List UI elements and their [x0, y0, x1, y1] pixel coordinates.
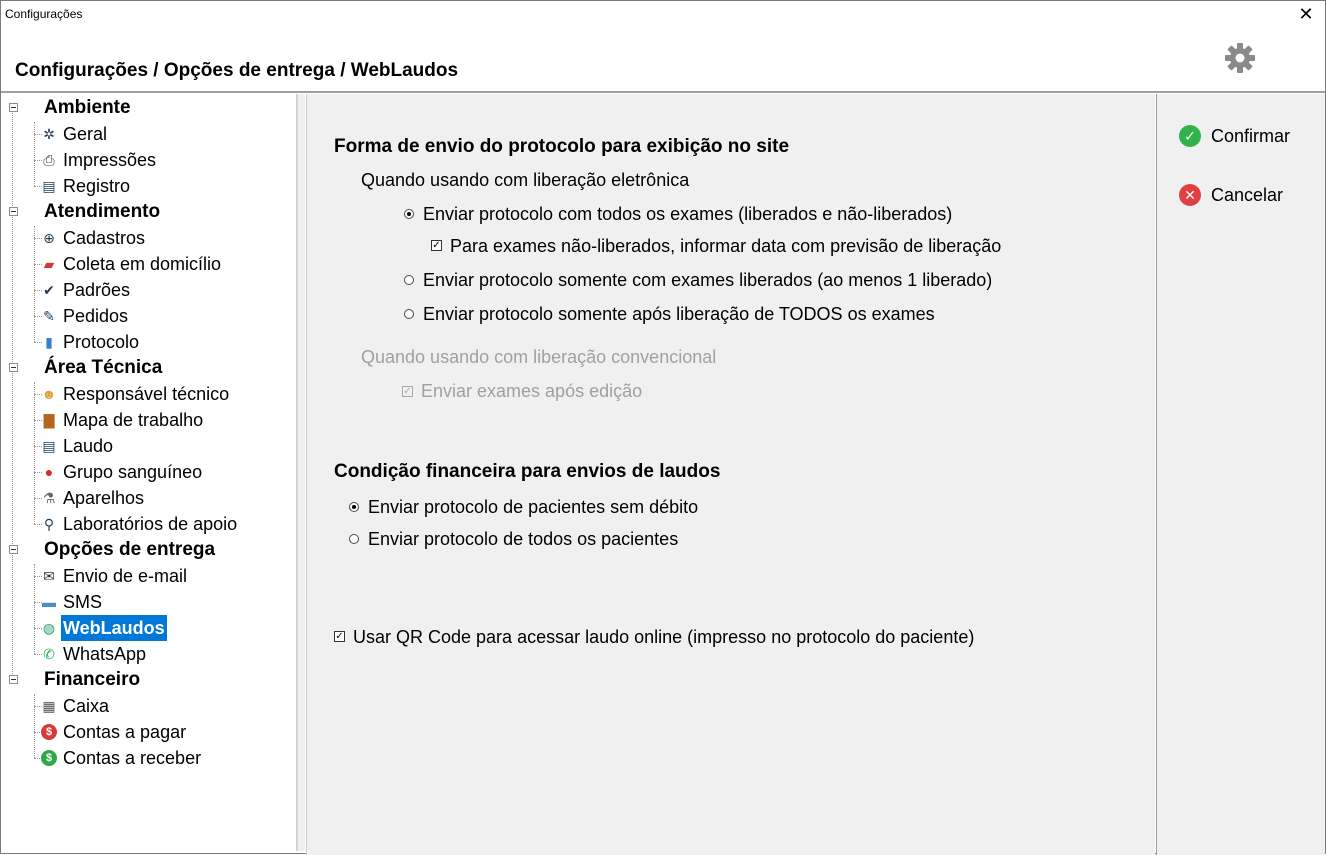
radio-apos-todos-liberados-label[interactable]: Enviar protocolo somente após liberação de TODOS os exames [423, 304, 935, 324]
document-icon: ▤ [42, 178, 56, 194]
tree-group-label: Financeiro [44, 669, 141, 690]
tree-group-label: Atendimento [44, 201, 161, 222]
whatsapp-icon: ✆ [43, 646, 55, 662]
tree-connector [34, 694, 35, 758]
tree-item-label: Cadastros [63, 228, 146, 248]
tree-item-label: Coleta em domicílio [63, 254, 222, 274]
tree-connector [12, 108, 13, 682]
checkbox-qrcode-label[interactable]: Usar QR Code para acessar laudo online (impresso no protocolo do paciente) [353, 627, 975, 647]
tree-item-label: Geral [63, 124, 108, 144]
confirm-button-label: Confirmar [1211, 126, 1291, 146]
settings-tree [3, 94, 297, 851]
globe-icon: ◍ [42, 620, 56, 636]
tree-connector [34, 122, 35, 186]
tree-group-label: Área Técnica [44, 357, 163, 378]
checkbox-previsao-liberacao-label[interactable]: Para exames não-liberados, informar data com previsão de liberação [450, 236, 1002, 256]
section-title-condicao-financeira: Condição financeira para envios de laudos [334, 461, 721, 482]
book-icon: ▇ [43, 412, 55, 428]
collapse-icon[interactable] [9, 363, 18, 372]
tree-group-label: Opções de entrega [44, 539, 216, 560]
microscope-icon: ⚲ [43, 516, 55, 532]
label-liberacao-convencional: Quando usando com liberação convencional [361, 347, 717, 367]
tree-item-label: Contas a pagar [63, 722, 187, 742]
report-icon: ▤ [42, 438, 56, 454]
page-header [1, 29, 1325, 91]
dollar-green-icon: $ [41, 750, 57, 766]
tree-item-label: Caixa [63, 696, 110, 716]
collapse-icon[interactable] [9, 103, 18, 112]
section-title-forma-envio: Forma de envio do protocolo para exibição no site [334, 136, 790, 157]
machine-icon: ⚗ [42, 490, 56, 506]
radio-somente-liberados[interactable] [404, 275, 414, 285]
edit-document-icon: ✎ [43, 308, 55, 324]
tree-item-label: Laboratórios de apoio [63, 514, 238, 534]
action-panel [1156, 94, 1325, 855]
dollar-red-icon: $ [41, 724, 57, 740]
tree-item-label: Aparelhos [63, 488, 145, 508]
tree-item-label: Padrões [63, 280, 131, 300]
close-circle-icon: ✕ [1179, 184, 1201, 206]
page-icon: ▮ [45, 334, 53, 350]
tree-item-label: Mapa de trabalho [63, 410, 204, 430]
radio-sem-debito[interactable] [349, 502, 359, 512]
tree-item-label: Laudo [63, 436, 114, 456]
radio-enviar-todos-label[interactable]: Enviar protocolo com todos os exames (liberados e não-liberados) [423, 204, 953, 224]
window-title: Configurações [5, 7, 83, 21]
header-divider [1, 91, 1325, 93]
close-icon[interactable]: ✕ [1298, 4, 1314, 24]
tree-connector [34, 226, 35, 342]
radio-todos-pacientes-label[interactable]: Enviar protocolo de todos os pacientes [368, 529, 679, 549]
check-circle-icon: ✓ [1179, 125, 1201, 147]
tree-item-label: Protocolo [63, 332, 140, 352]
weblaudos-settings-panel [306, 94, 1155, 855]
cancel-button[interactable] [1179, 180, 1319, 210]
gear-icon: ✲ [43, 126, 55, 142]
tree-item-label: Grupo sanguíneo [63, 462, 203, 482]
envelope-icon: ✉ [43, 568, 55, 584]
sms-icon: ▬ [42, 594, 56, 610]
check-circle-icon: ✔ [43, 282, 55, 298]
tree-connector [34, 382, 35, 524]
cancel-button-label: Cancelar [1211, 185, 1284, 205]
tree-item-label: Envio de e-mail [63, 566, 188, 586]
tree-item-label: Registro [63, 176, 131, 196]
breadcrumb: Configurações / Opções de entrega / WebLaudos [15, 60, 459, 81]
checkbox-previsao-liberacao[interactable]: ✓ [432, 240, 441, 251]
ambulance-icon: ▰ [43, 256, 55, 272]
checkbox-enviar-apos-edicao: ✓ [403, 386, 412, 397]
checkbox-enviar-apos-edicao-label: Enviar exames após edição [421, 381, 643, 401]
tree-item-label: Pedidos [63, 306, 129, 326]
cash-register-icon: ▦ [42, 698, 56, 714]
tree-group-label: Ambiente [44, 97, 131, 118]
collapse-icon[interactable] [9, 545, 18, 554]
radio-todos-pacientes[interactable] [349, 534, 359, 544]
tree-item-label: SMS [63, 592, 103, 612]
label-liberacao-eletronica: Quando usando com liberação eletrônica [361, 170, 690, 190]
confirm-button[interactable] [1179, 121, 1319, 151]
tree-scrollbar[interactable] [297, 94, 305, 851]
radio-enviar-todos[interactable] [404, 209, 414, 219]
person-icon: ☻ [41, 386, 57, 402]
checkbox-qrcode[interactable]: ✓ [335, 631, 344, 642]
tree-item-label: Contas a receber [63, 748, 202, 768]
collapse-icon[interactable] [9, 207, 18, 216]
plus-circle-icon: ⊕ [43, 230, 55, 246]
tree-item-label: Responsável técnico [63, 384, 230, 404]
tree-item-label: WebLaudos [61, 615, 167, 641]
blood-drop-icon: ● [44, 464, 54, 480]
tree-connector [34, 564, 35, 654]
printer-icon: ⎙ [43, 152, 55, 168]
radio-sem-debito-label[interactable]: Enviar protocolo de pacientes sem débito [368, 497, 699, 517]
tree-item-label: Impressões [63, 150, 157, 170]
collapse-icon[interactable] [9, 675, 18, 684]
radio-apos-todos-liberados[interactable] [404, 309, 414, 319]
tree-item-label: WhatsApp [63, 644, 147, 664]
radio-somente-liberados-label[interactable]: Enviar protocolo somente com exames liberados (ao menos 1 liberado) [423, 270, 993, 290]
title-bar [1, 1, 1325, 29]
gear-icon [1223, 41, 1257, 75]
